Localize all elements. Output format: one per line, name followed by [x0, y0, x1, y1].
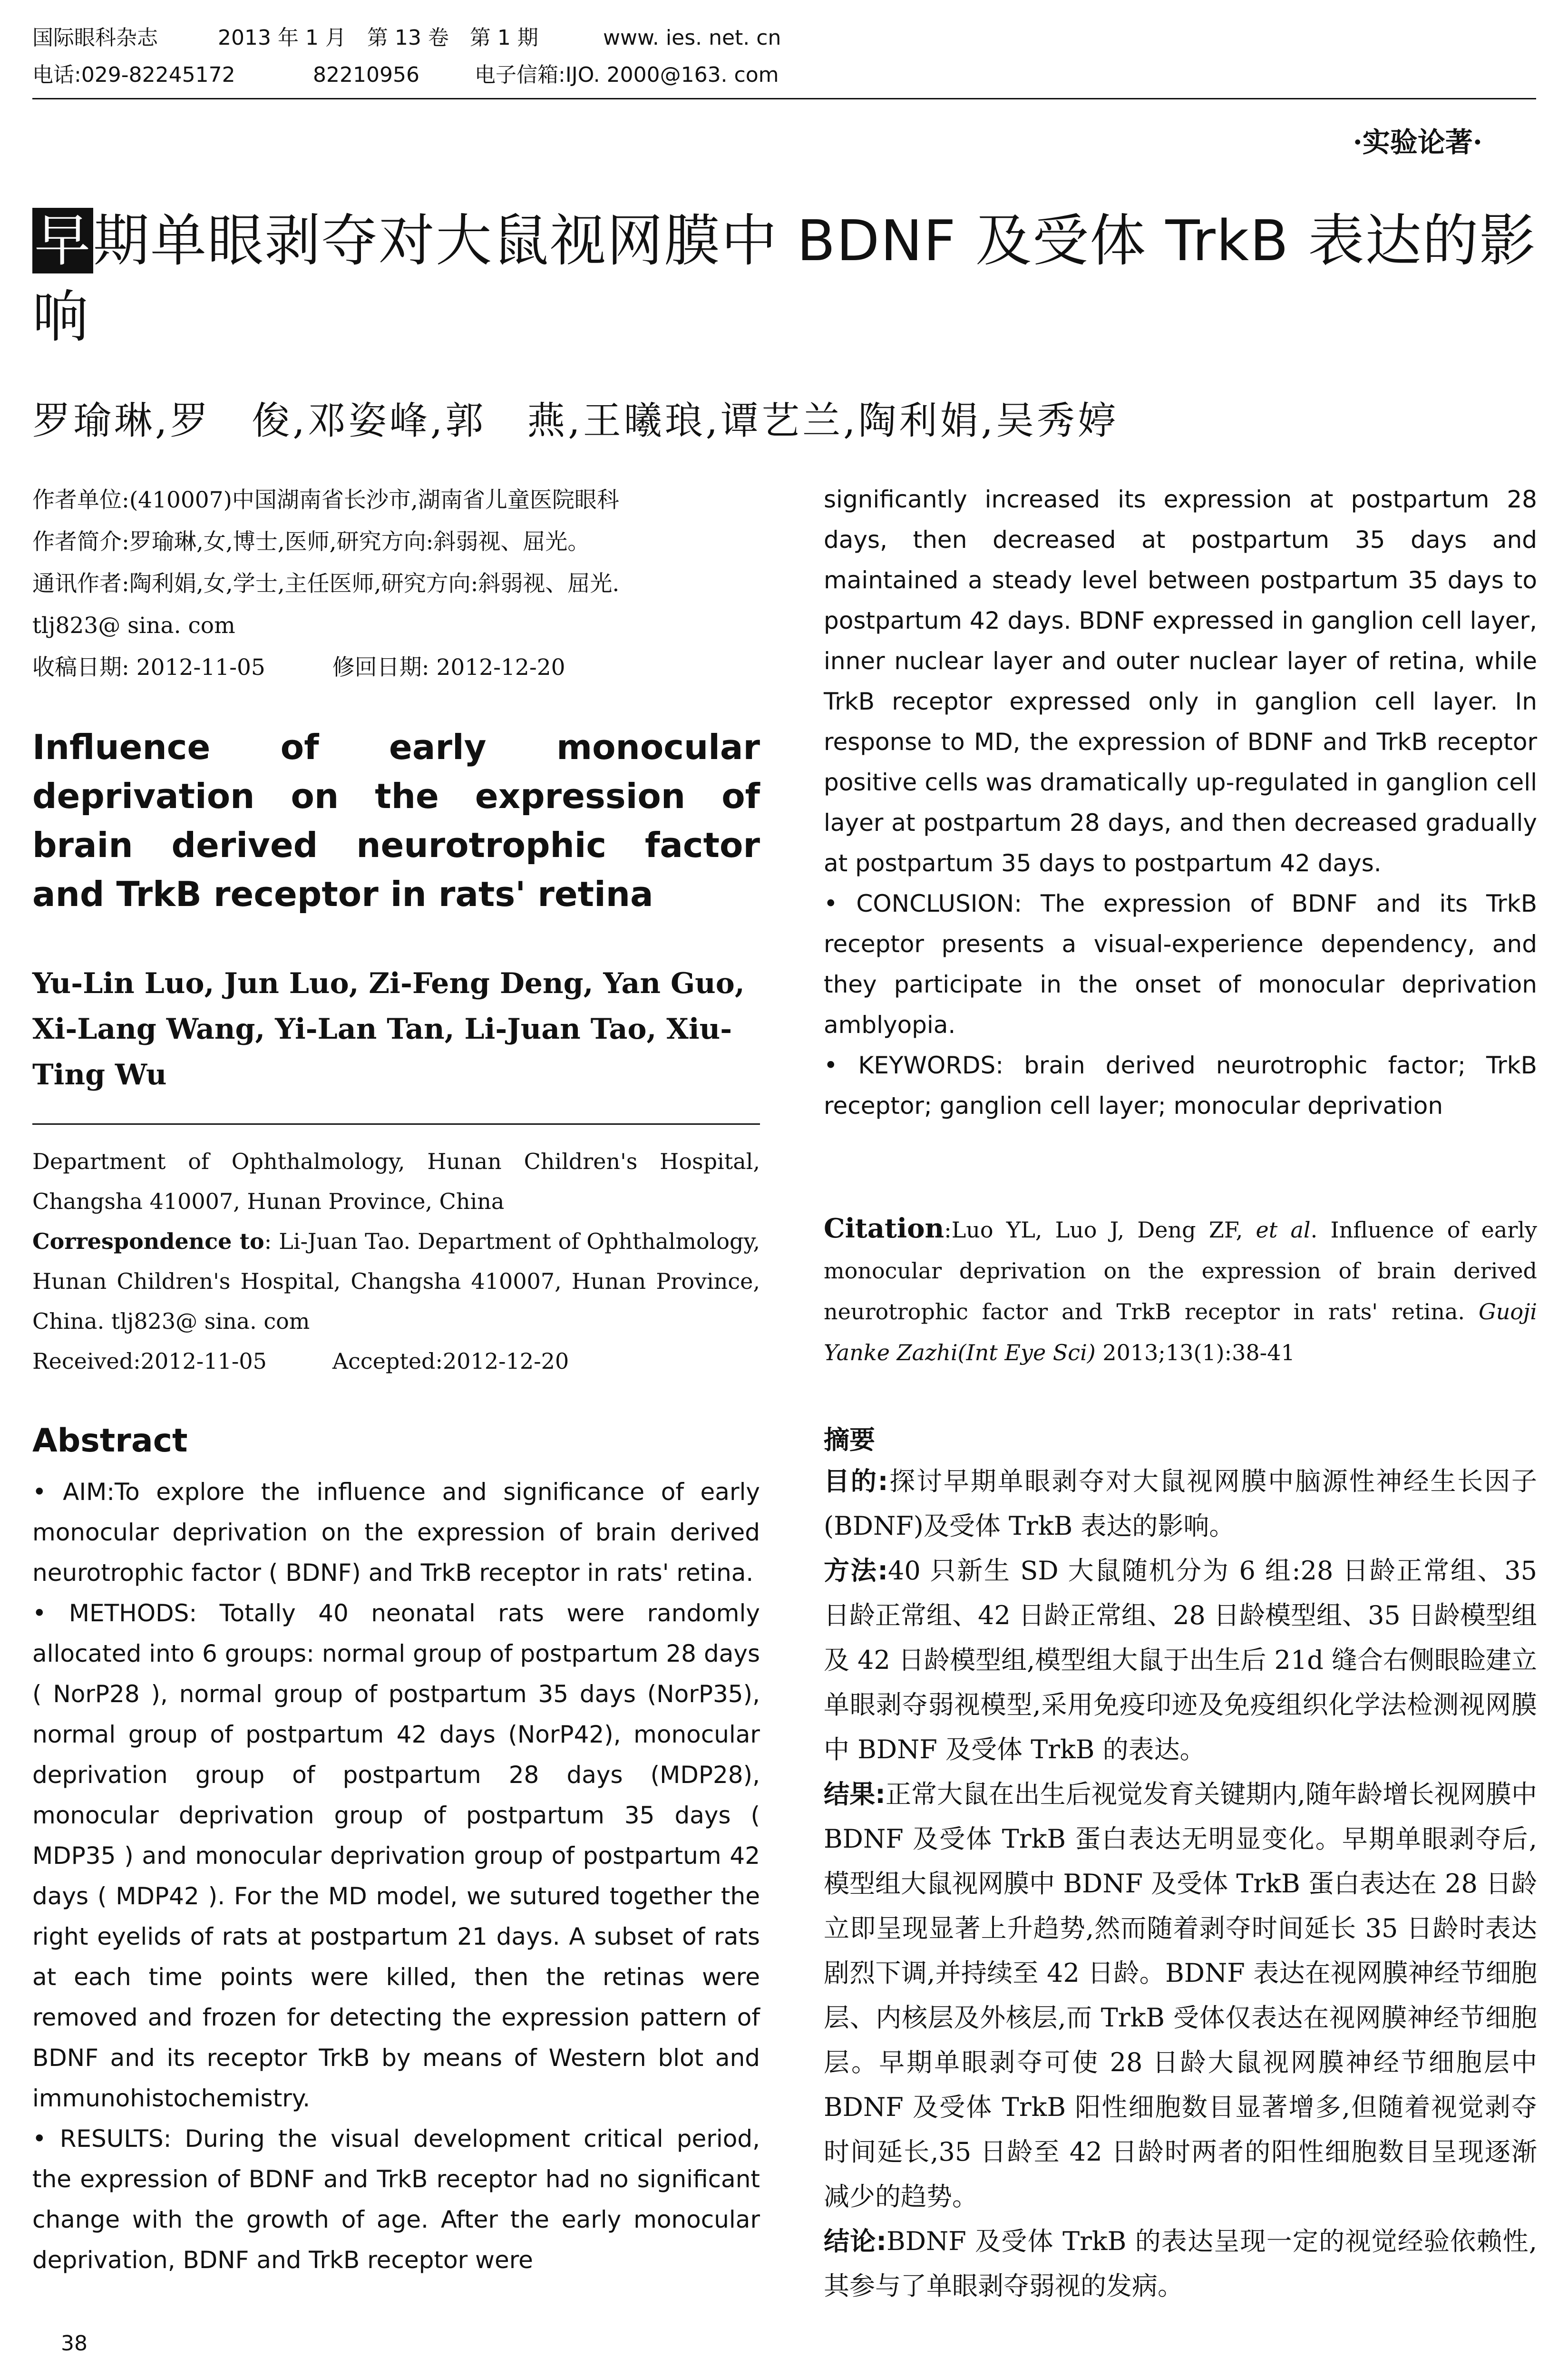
abstract-heading: Abstract	[32, 1422, 188, 1460]
left-column-rule	[32, 1123, 760, 1125]
affiliation-en	[32, 1141, 760, 1381]
citation-text: :Luo YL, Luo J, Deng ZF,	[944, 1217, 1256, 1243]
abstract-zh-aim	[824, 1459, 1537, 1549]
abstract-zh-methods-text: 40 只新生 SD 大鼠随机分为 6 组:28 日龄正常组、35 日龄正常组、42 日龄正常组、28 日龄模型组、35 日龄模型组及 42 日龄模型组,模型组大鼠于出生后 21d 缝合右侧眼睑建立单眼剥夺弱视模型,采用免疫印迹及免疫组织化学法检测视网膜中 BDNF 及受体 TrkB 的表达。	[824, 1556, 1537, 1764]
abstract-zh-methods-label: 方法:	[824, 1556, 888, 1586]
journal-website: www. ies. net. cn	[603, 26, 781, 50]
abstract-en-left	[32, 1472, 760, 2280]
section-tag: ·实验论著·	[1353, 126, 1482, 158]
abstract-results-part2: significantly increased its expression at postpartum 28 days, then decreased at postpartum 35 days and maintained a steady level between postpartum 35 days to postpartum 42 days. BDNF expressed in ganglion cell layer, inner nuclear layer and outer nuclear layer of retina, while TrkB receptor expressed only in ganglion cell layer. In response to MD, the expression of BDNF and TrkB receptor positive cells was dramatically up-regulated in ganglion cell layer at postpartum 28 days, and then decreased gradually at postpartum 35 days to postpartum 42 days.	[824, 486, 1537, 877]
authors-en: Yu-Lin Luo, Jun Luo, Zi-Feng Deng, Yan Guo, Xi-Lang Wang, Yi-Lan Tan, Li-Juan Tao, Xiu-Ting Wu	[32, 967, 745, 1091]
abstract-zh	[824, 1459, 1537, 2309]
abstract-zh-conclusion-text: BDNF 及受体 TrkB 的表达呈现一定的视觉经验依赖性,其参与了单眼剥夺弱视的发病。	[824, 2226, 1537, 2301]
meta-dates: 收稿日期: 2012-11-05 修回日期: 2012-12-20	[32, 654, 565, 681]
abstract-zh-results	[824, 1772, 1537, 2219]
abstract-zh-results-label: 结果:	[824, 1779, 886, 1809]
phone: 电话:029-82245172	[32, 63, 235, 87]
abstract-aim: • AIM:To explore the influence and significance of early monocular deprivation on the expression of brain derived neurotrophic factor ( BDNF) and TrkB receptor in rats' retina.	[32, 1478, 760, 1587]
abstract-zh-heading: 摘要	[824, 1425, 875, 1455]
journal-name: 国际眼科杂志	[32, 26, 158, 50]
meta-author-intro: 作者简介:罗瑜琳,女,博士,医师,研究方向:斜弱视、屈光。	[32, 529, 590, 555]
abstract-zh-aim-text: 探讨早期单眼剥夺对大鼠视网膜中脑源性神经生长因子(BDNF)及受体 TrkB 表达的影响。	[824, 1466, 1537, 1541]
abstract-zh-results-text: 正常大鼠在出生后视觉发育关键期内,随年龄增长视网膜中 BDNF 及受体 TrkB 蛋白表达无明显变化。早期单眼剥夺后,模型组大鼠视网膜中 BDNF 及受体 TrkB 蛋白表达在 28 日龄立即呈现显著上升趋势,然而随着剥夺时间延长 35 日龄时表达剧烈下调,并持续至 42 日龄。BDNF 表达在视网膜神经节细胞层、内核层及外核层,而 TrkB 受体仅表达在视网膜神经节细胞层。早期单眼剥夺可使 28 日龄大鼠视网膜神经节细胞层中 BDNF 及受体 TrkB 阳性细胞数目显著增多,但随着视觉剥夺时间延长,35 日龄至 42 日龄时两者的阳性细胞数目呈现逐渐减少的趋势。	[824, 1779, 1537, 2211]
citation	[824, 1208, 1537, 1373]
abstract-en-right	[824, 479, 1537, 1126]
department: Department of Ophthalmology, Hunan Children's Hospital, Changsha 410007, Hunan Province, China	[32, 1149, 760, 1214]
title-first-char: 早	[32, 208, 93, 273]
issue-info: 2013 年 1 月 第 13 卷 第 1 期	[218, 26, 538, 50]
author-meta-zh	[32, 479, 760, 689]
citation-etal: et al	[1256, 1217, 1311, 1243]
citation-journal: Guoji Yanke Zazhi	[824, 1299, 1537, 1365]
abstract-methods: • METHODS: Totally 40 neonatal rats were randomly allocated into 6 groups: normal group of postpartum 28 days ( NorP28 ), normal group of postpartum 35 days (NorP35), normal group of postpartum 42 days (NorP42), monocular deprivation group of postpartum 28 days (MDP28), monocular deprivation group of postpartum 35 days ( MDP35 ) and monocular deprivation group of postpartum 42 days ( MDP42 ). For the MD model, we sutured together the right eyelids of rats at postpartum 21 days. A subset of rats at each time points were killed, then the retinas were removed and frozen for detecting the expression pattern of BDNF and its receptor TrkB by means of Western blot and immunohistochemistry.	[32, 1599, 760, 2112]
meta-affiliation: 作者单位:(410007)中国湖南省长沙市,湖南省儿童医院眼科	[32, 487, 619, 513]
abstract-zh-conclusion	[824, 2219, 1537, 2309]
correspondence	[32, 1221, 760, 1341]
phone-2: 82210956	[313, 63, 419, 87]
authors-zh: 罗瑜琳,罗 俊,邓姿峰,郭 燕,王曦琅,谭艺兰,陶利娟,吴秀婷	[32, 399, 1119, 443]
header-line-2	[32, 61, 779, 89]
abstract-zh-methods	[824, 1549, 1537, 1772]
abstract-zh-conclusion-label: 结论:	[824, 2226, 887, 2256]
abstract-zh-aim-label: 目的:	[824, 1466, 888, 1496]
correspondence-text: : Li-Juan Tao. Department of Ophthalmology, Hunan Children's Hospital, Changsha 410007, Hunan Province, China. tlj823@ sina. com	[32, 1228, 760, 1334]
english-title: Influence of early monocular deprivation on the expression of brain derived neurotrophic factor and TrkB receptor in rats' retina	[32, 727, 760, 914]
header-line-1	[32, 24, 781, 52]
citation-label: Citation	[824, 1213, 945, 1244]
abstract-results-part1: • RESULTS: During the visual development critical period, the expression of BDNF and TrkB receptor had no significant change with the growth of age. After the early monocular deprivation, BDNF and TrkB receptor were	[32, 2125, 760, 2274]
citation-journal-2: (Int Eye Sci)	[957, 1340, 1096, 1365]
header-rule	[32, 98, 1536, 99]
meta-email: tlj823@ sina. com	[32, 613, 235, 639]
contact-email: 电子信箱:IJO. 2000@163. com	[475, 63, 779, 87]
abstract-conclusion: • CONCLUSION: The expression of BDNF and its TrkB receptor presents a visual-experience dependency, and they participate in the onset of monocular deprivation amblyopia.	[824, 890, 1537, 1039]
article-title	[32, 203, 1540, 355]
correspondence-label: Correspondence to	[32, 1228, 264, 1254]
citation-tail: 2013;13(1):38-41	[1095, 1340, 1295, 1365]
citation-text-2: . Influence of early monocular deprivation on the expression of brain derived neurotrophic factor and TrkB receptor in rats' retina.	[824, 1217, 1538, 1325]
abstract-keywords: • KEYWORDS: brain derived neurotrophic factor; TrkB receptor; ganglion cell layer; monocular deprivation	[824, 1052, 1537, 1120]
meta-corresponding: 通讯作者:陶利娟,女,学士,主任医师,研究方向:斜弱视、屈光.	[32, 571, 620, 597]
page-number: 38	[61, 2331, 88, 2356]
received-accepted: Received:2012-11-05 Accepted:2012-12-20	[32, 1348, 569, 1374]
title-rest: 期单眼剥夺对大鼠视网膜中 BDNF 及受体 TrkB 表达的影响	[32, 208, 1537, 350]
